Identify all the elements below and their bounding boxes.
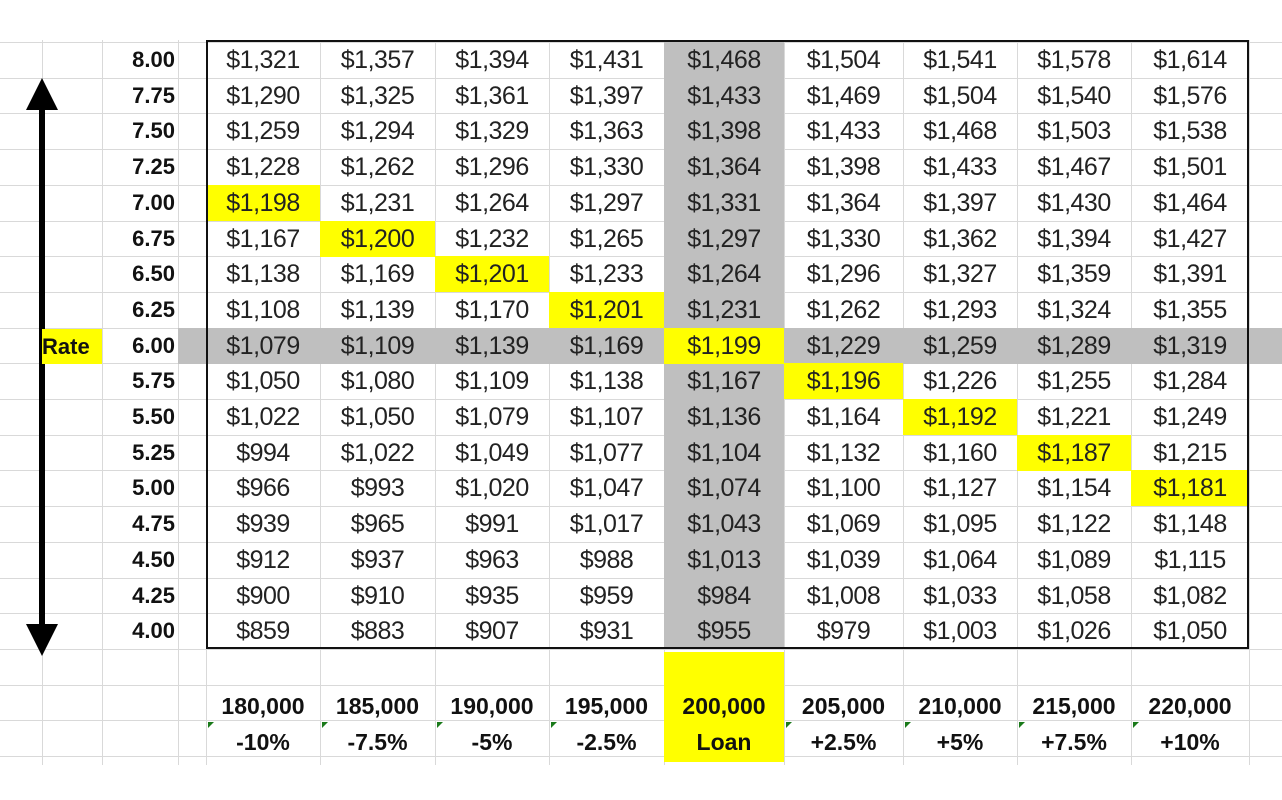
payment-cell[interactable]: $1,069 — [806, 509, 881, 538]
payment-cell[interactable]: $1,394 — [1037, 224, 1111, 253]
payment-cell[interactable]: $1,039 — [806, 545, 881, 574]
payment-cell[interactable]: $1,226 — [923, 366, 997, 395]
loan-change-percent: Loan — [696, 728, 752, 755]
payment-cell[interactable]: $1,468 — [923, 116, 997, 145]
payment-cell[interactable]: $1,430 — [1037, 188, 1111, 217]
payment-cell[interactable]: $1,139 — [340, 295, 415, 324]
payment-cell[interactable]: $1,050 — [340, 402, 415, 431]
payment-cell[interactable]: $994 — [236, 438, 290, 467]
payment-cell[interactable]: $1,541 — [923, 45, 997, 74]
number-as-text-indicator-icon — [437, 722, 443, 728]
payment-cell[interactable]: $1,290 — [226, 81, 300, 110]
payment-cell[interactable]: $1,192 — [923, 402, 997, 431]
payment-cell[interactable]: $955 — [697, 616, 751, 645]
payment-cell[interactable]: $1,228 — [226, 152, 300, 181]
payment-cell[interactable]: $1,074 — [687, 473, 761, 502]
loan-amount: 220,000 — [1148, 692, 1232, 719]
payment-cell[interactable]: $1,122 — [1037, 509, 1111, 538]
payment-cell[interactable]: $1,167 — [687, 366, 761, 395]
payment-cell[interactable]: $1,107 — [569, 402, 644, 431]
loan-amount: 185,000 — [335, 692, 420, 719]
payment-cell[interactable]: $1,196 — [806, 366, 881, 395]
payment-cell[interactable]: $1,249 — [1153, 402, 1227, 431]
payment-cell[interactable]: $1,364 — [687, 152, 761, 181]
loan-change-percent: +7.5% — [1041, 728, 1107, 755]
payment-cell[interactable]: $1,050 — [1153, 616, 1227, 645]
payment-cell[interactable]: $1,049 — [455, 438, 529, 467]
payment-cell[interactable]: $1,100 — [806, 473, 881, 502]
payment-cell[interactable]: $1,297 — [687, 224, 761, 253]
rate-value: 8.00 — [132, 47, 175, 72]
rate-value: 7.50 — [132, 118, 175, 143]
number-as-text-indicator-icon — [905, 722, 911, 728]
loan-change-percent: +10% — [1160, 728, 1220, 755]
payment-cell[interactable]: $1,022 — [340, 438, 415, 467]
payment-cell[interactable]: $1,170 — [455, 295, 529, 324]
payment-cell[interactable]: $963 — [465, 545, 519, 574]
payment-cell[interactable]: $1,357 — [340, 45, 415, 74]
rate-value: 6.00 — [132, 333, 175, 358]
number-as-text-indicator-icon — [1133, 722, 1139, 728]
payment-cell[interactable]: $1,181 — [1153, 473, 1227, 502]
payment-cell[interactable]: $1,169 — [340, 259, 415, 288]
payment-cell[interactable]: $1,330 — [569, 152, 644, 181]
payment-cell[interactable]: $1,264 — [687, 259, 761, 288]
payment-cell[interactable]: $1,503 — [1037, 116, 1111, 145]
payment-cell[interactable]: $1,201 — [569, 295, 644, 324]
payment-cell[interactable]: $1,397 — [923, 188, 997, 217]
payment-cell[interactable]: $1,198 — [226, 188, 300, 217]
rate-value: 5.00 — [132, 475, 175, 500]
payment-cell[interactable]: $1,033 — [923, 581, 997, 610]
payment-cell[interactable]: $993 — [350, 473, 405, 502]
payment-cell[interactable]: $1,433 — [923, 152, 997, 181]
payment-cell[interactable]: $1,464 — [1153, 188, 1227, 217]
payment-cell[interactable]: $1,398 — [806, 152, 881, 181]
loan-amount: 205,000 — [801, 692, 886, 719]
payment-cell[interactable]: $1,026 — [1037, 616, 1111, 645]
gridline-column — [1249, 40, 1250, 765]
payment-cell[interactable]: $1,013 — [687, 545, 761, 574]
number-as-text-indicator-icon — [551, 722, 557, 728]
payment-cell[interactable]: $907 — [465, 616, 519, 645]
payment-cell[interactable]: $1,293 — [923, 295, 997, 324]
payment-cell[interactable]: $1,362 — [923, 224, 997, 253]
payment-cell[interactable]: $1,364 — [806, 188, 881, 217]
payment-cell[interactable]: $1,394 — [455, 45, 529, 74]
payment-cell[interactable]: $1,265 — [569, 224, 644, 253]
loan-amount: 200,000 — [682, 692, 766, 719]
payment-cell[interactable]: $1,578 — [1037, 45, 1111, 74]
payment-cell[interactable]: $1,501 — [1153, 152, 1227, 181]
payment-cell[interactable]: $1,398 — [687, 116, 761, 145]
payment-cell[interactable]: $937 — [350, 545, 405, 574]
payment-cell[interactable]: $1,331 — [687, 188, 761, 217]
payment-cell[interactable]: $1,050 — [226, 366, 300, 395]
payment-cell[interactable]: $1,297 — [569, 188, 644, 217]
payment-cell[interactable]: $1,008 — [806, 581, 881, 610]
payment-cell[interactable]: $959 — [579, 581, 634, 610]
payment-cell[interactable]: $1,138 — [569, 366, 644, 395]
gridline-row — [0, 685, 1282, 686]
payment-cell[interactable]: $1,167 — [226, 224, 300, 253]
payment-cell[interactable]: $1,079 — [226, 331, 300, 360]
payment-cell[interactable]: $1,200 — [340, 224, 415, 253]
payment-cell[interactable]: $1,139 — [455, 331, 529, 360]
payment-cell[interactable]: $1,329 — [455, 116, 529, 145]
payment-cell[interactable]: $1,132 — [806, 438, 881, 467]
payment-cell[interactable]: $1,047 — [569, 473, 644, 502]
payment-cell[interactable]: $1,330 — [806, 224, 881, 253]
payment-cell[interactable]: $1,017 — [569, 509, 644, 538]
number-as-text-indicator-icon — [1019, 722, 1025, 728]
payment-cell[interactable]: $1,264 — [455, 188, 529, 217]
payment-cell[interactable]: $1,363 — [569, 116, 644, 145]
rate-label: Rate — [42, 333, 90, 359]
rate-value: 6.25 — [132, 297, 175, 322]
gridline-column — [178, 40, 179, 765]
payment-cell[interactable]: $1,433 — [687, 81, 761, 110]
payment-cell[interactable]: $1,109 — [340, 331, 415, 360]
payment-cell[interactable]: $1,082 — [1153, 581, 1227, 610]
loan-amount: 215,000 — [1032, 692, 1116, 719]
number-as-text-indicator-icon — [786, 722, 792, 728]
payment-cell[interactable]: $935 — [465, 581, 519, 610]
payment-cell[interactable]: $984 — [697, 581, 751, 610]
rate-value: 4.50 — [132, 547, 175, 572]
loan-amount: 180,000 — [221, 692, 305, 719]
payment-cell[interactable]: $910 — [350, 581, 405, 610]
payment-cell[interactable]: $1,109 — [455, 366, 529, 395]
payment-cell[interactable]: $1,233 — [569, 259, 644, 288]
loan-amount: 210,000 — [918, 692, 1002, 719]
payment-cell[interactable]: $1,427 — [1153, 224, 1227, 253]
rate-value: 4.25 — [132, 583, 175, 608]
rate-value: 7.25 — [132, 154, 175, 179]
payment-cell[interactable]: $1,043 — [687, 509, 761, 538]
payment-cell[interactable]: $1,614 — [1153, 45, 1227, 74]
payment-cell[interactable]: $1,215 — [1153, 438, 1227, 467]
payment-cell[interactable]: $1,296 — [455, 152, 529, 181]
payment-cell[interactable]: $1,540 — [1037, 81, 1111, 110]
payment-cell[interactable]: $1,391 — [1153, 259, 1227, 288]
payment-cell[interactable]: $1,359 — [1037, 259, 1111, 288]
payment-cell[interactable]: $1,138 — [226, 259, 300, 288]
number-as-text-indicator-icon — [208, 722, 214, 728]
payment-cell[interactable]: $988 — [579, 545, 634, 574]
payment-cell[interactable]: $1,355 — [1153, 295, 1227, 324]
loan-change-percent: -2.5% — [576, 728, 637, 755]
loan-change-percent: -5% — [471, 728, 513, 755]
loan-change-percent: -7.5% — [347, 728, 408, 755]
payment-cell[interactable]: $931 — [579, 616, 634, 645]
rate-value: 6.50 — [132, 261, 175, 286]
payment-cell[interactable]: $859 — [236, 616, 290, 645]
number-as-text-indicator-icon — [322, 722, 328, 728]
double-headed-vertical-arrow-icon — [22, 78, 62, 656]
payment-cell[interactable]: $1,361 — [455, 81, 529, 110]
payment-cell[interactable]: $1,221 — [1037, 402, 1111, 431]
payment-cell[interactable]: $1,504 — [923, 81, 997, 110]
payment-cell[interactable]: $966 — [236, 473, 290, 502]
payment-cell[interactable]: $1,255 — [1037, 366, 1111, 395]
payment-cell[interactable]: $1,296 — [806, 259, 881, 288]
payment-cell[interactable]: $1,284 — [1153, 366, 1227, 395]
payment-cell[interactable]: $1,294 — [340, 116, 415, 145]
payment-cell[interactable]: $1,325 — [340, 81, 415, 110]
payment-cell[interactable]: $1,187 — [1037, 438, 1111, 467]
payment-cell[interactable]: $1,108 — [226, 295, 300, 324]
payment-cell[interactable]: $1,468 — [687, 45, 761, 74]
gridline-row — [0, 649, 1282, 650]
payment-cell[interactable]: $1,232 — [455, 224, 529, 253]
payment-cell[interactable]: $1,229 — [806, 331, 881, 360]
payment-cell[interactable]: $1,199 — [687, 331, 761, 360]
loan-change-percent: +2.5% — [810, 728, 877, 755]
payment-cell[interactable]: $1,003 — [923, 616, 997, 645]
payment-cell[interactable]: $991 — [465, 509, 519, 538]
payment-cell[interactable]: $1,201 — [455, 259, 529, 288]
payment-cell[interactable]: $1,576 — [1153, 81, 1227, 110]
payment-cell[interactable]: $1,321 — [226, 45, 300, 74]
payment-cell[interactable]: $1,079 — [455, 402, 529, 431]
payment-cell[interactable]: $1,231 — [687, 295, 761, 324]
payment-cell[interactable]: $1,164 — [806, 402, 881, 431]
payment-cell[interactable]: $1,324 — [1037, 295, 1111, 324]
payment-cell[interactable]: $1,289 — [1037, 331, 1111, 360]
payment-cell[interactable]: $1,262 — [806, 295, 881, 324]
payment-cell[interactable]: $1,080 — [340, 366, 415, 395]
rate-value: 6.75 — [132, 226, 175, 251]
rate-value: 7.00 — [132, 190, 175, 215]
payment-cell[interactable]: $1,022 — [226, 402, 300, 431]
loan-change-percent: +5% — [936, 728, 984, 755]
payment-cell[interactable]: $1,538 — [1153, 116, 1227, 145]
payment-cell[interactable]: $912 — [236, 545, 290, 574]
payment-cell[interactable]: $1,431 — [569, 45, 644, 74]
rate-value: 5.50 — [132, 404, 175, 429]
payment-cell[interactable]: $1,136 — [687, 402, 761, 431]
payment-cell[interactable]: $1,089 — [1037, 545, 1111, 574]
payment-cell[interactable]: $1,104 — [687, 438, 761, 467]
payment-cell[interactable]: $1,231 — [340, 188, 415, 217]
payment-cell[interactable]: $1,160 — [923, 438, 997, 467]
rate-value: 4.00 — [132, 618, 175, 643]
payment-cell[interactable]: $1,077 — [569, 438, 644, 467]
payment-cell[interactable]: $1,259 — [226, 116, 300, 145]
payment-cell[interactable]: $1,319 — [1153, 331, 1227, 360]
payment-cell[interactable]: $1,469 — [806, 81, 881, 110]
payment-cell[interactable]: $1,058 — [1037, 581, 1111, 610]
payment-cell[interactable]: $1,467 — [1037, 152, 1111, 181]
payment-cell[interactable]: $1,064 — [923, 545, 997, 574]
payment-cell[interactable]: $1,169 — [569, 331, 644, 360]
payment-cell[interactable]: $939 — [236, 509, 290, 538]
payment-cell[interactable]: $1,154 — [1037, 473, 1111, 502]
rate-value: 5.75 — [132, 368, 175, 393]
payment-cell[interactable]: $1,115 — [1154, 545, 1226, 574]
payment-cell[interactable]: $1,148 — [1153, 509, 1227, 538]
payment-cell[interactable]: $1,327 — [923, 259, 997, 288]
payment-cell[interactable]: $900 — [236, 581, 290, 610]
loan-amount: 190,000 — [450, 692, 534, 719]
payment-table-border — [206, 40, 1249, 649]
rate-value: 7.75 — [132, 83, 175, 108]
payment-cell[interactable]: $1,127 — [923, 473, 997, 502]
payment-cell[interactable]: $1,433 — [806, 116, 881, 145]
payment-cell[interactable]: $965 — [350, 509, 405, 538]
payment-cell[interactable]: $1,095 — [923, 509, 997, 538]
loan-amount: 195,000 — [564, 692, 649, 719]
loan-change-percent: -10% — [236, 728, 290, 755]
payment-cell[interactable]: $1,262 — [340, 152, 415, 181]
payment-cell[interactable]: $979 — [816, 616, 871, 645]
payment-cell[interactable]: $1,259 — [923, 331, 997, 360]
payment-cell[interactable]: $1,397 — [569, 81, 644, 110]
payment-cell[interactable]: $883 — [350, 616, 405, 645]
payment-cell[interactable]: $1,504 — [806, 45, 881, 74]
rate-value: 5.25 — [132, 440, 175, 465]
rate-value: 4.75 — [132, 511, 175, 536]
payment-cell[interactable]: $1,020 — [455, 473, 529, 502]
